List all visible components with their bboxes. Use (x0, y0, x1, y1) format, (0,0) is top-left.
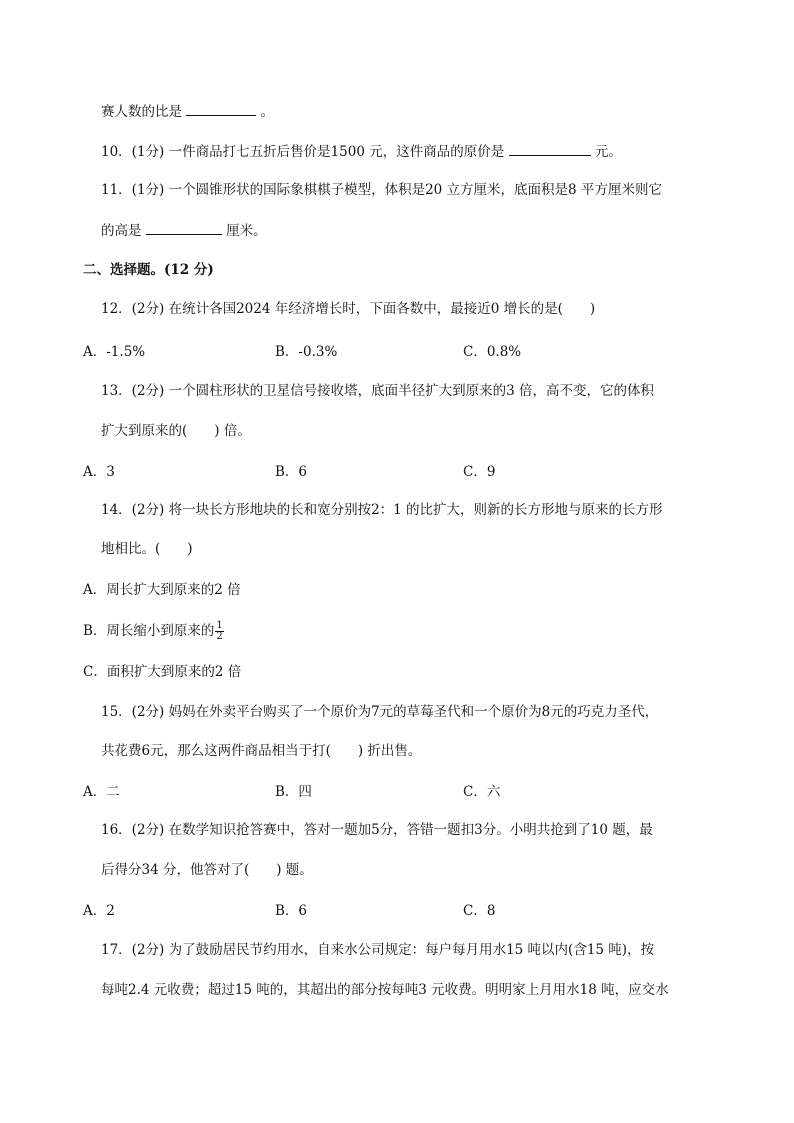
question-11-line2: 的高是 厘米。 (101, 220, 267, 241)
option-c[interactable]: C．9 (463, 464, 496, 480)
option-b[interactable]: B．周长缩小到原来的 $\frac{1}{2}$ (83, 620, 223, 642)
question-17-line2: 每吨2.4 元收费；超过15 吨的，其超出的部分按每吨3 元收费。明明家上月用水18 吨，应交水 (101, 982, 669, 998)
answer-blank[interactable] (146, 220, 222, 235)
question-13: 13．(2分) 一个圆柱形状的卫星信号接收塔，底面半径扩大到原来的3 倍，高不变，它的体积 (101, 383, 654, 399)
option-a[interactable]: A．3 (83, 464, 115, 480)
question-12: 12．(2分) 在统计各国2024 年经济增长时，下面各数中，最接近0 增长的是( ) (101, 301, 596, 317)
option-a[interactable]: A．二 (83, 784, 120, 800)
answer-blank[interactable] (186, 101, 256, 116)
option-a[interactable]: A．-1.5% (83, 344, 146, 360)
question-17: 17．(2分) 为了鼓励居民节约用水，自来水公司规定：每户每月用水15 吨以内(含15 吨)，按 (101, 942, 655, 958)
question-16-line2: 后得分34 分，他答对了( ) 题。 (101, 862, 313, 878)
question-14-line2: 地相比。( ) (101, 541, 193, 557)
question-15-line2: 共花费6元，那么这两件商品相当于打( ) 折出售。 (101, 743, 422, 759)
option-c[interactable]: C．8 (463, 903, 496, 919)
question-13-line2: 扩大到原来的( ) 倍。 (101, 423, 251, 439)
section-heading: 二、选择题。(12 分) (83, 262, 214, 278)
question-10: 10．(1分) 一件商品打七五折后售价是1500 元，这件商品的原价是 元。 (101, 141, 622, 162)
option-c[interactable]: C．面积扩大到原来的2 倍 (83, 664, 242, 680)
option-a[interactable]: A．2 (83, 903, 115, 919)
option-c[interactable]: C．六 (463, 784, 501, 800)
question-11: 11．(1分) 一个圆锥形状的国际象棋棋子模型，体积是20 立方厘米，底面积是8 平方厘米则它 (101, 182, 662, 198)
option-b[interactable]: B．6 (275, 903, 308, 919)
q9-continuation: 赛人数的比是 。 (101, 101, 274, 122)
question-16: 16．(2分) 在数学知识抢答赛中，答对一题加5分，答错一题扣3分。小明共抢到了10 题，最 (101, 822, 653, 838)
fraction-one-half: $\frac{1}{2}$ (216, 620, 223, 642)
question-15: 15．(2分) 妈妈在外卖平台购买了一个原价为7元的草莓圣代和一个原价为8元的巧克力圣代， (101, 704, 659, 720)
option-c[interactable]: C．0.8% (463, 344, 522, 360)
option-b[interactable]: B．6 (275, 464, 308, 480)
option-b[interactable]: B．-0.3% (275, 344, 338, 360)
option-b[interactable]: B．四 (275, 784, 312, 800)
option-a[interactable]: A．周长扩大到原来的2 倍 (83, 582, 241, 598)
answer-blank[interactable] (509, 141, 591, 156)
question-14: 14．(2分) 将一块长方形地块的长和宽分别按2：1 的比扩大，则新的长方形地与原来的长方形 (101, 502, 663, 518)
